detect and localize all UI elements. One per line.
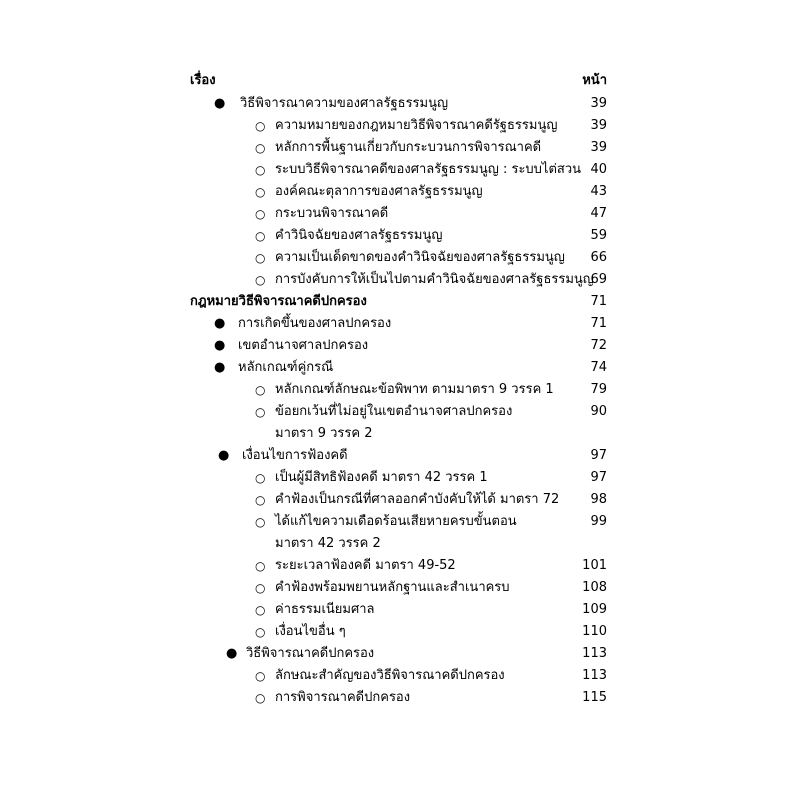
entry-text: ระบบวิธีพิจารณาคดีของศาลรัฐธรรมนูญ : ระบบไต่สวน xyxy=(275,162,582,177)
entry-page: 74 xyxy=(590,360,607,375)
entry-page: 72 xyxy=(590,338,607,353)
toc-entry xyxy=(0,467,800,489)
circle-bullet-icon: ○ xyxy=(255,493,266,507)
entry-page: 101 xyxy=(582,558,607,573)
toc-entry xyxy=(0,93,800,115)
toc-entry xyxy=(0,665,800,687)
entry-text: วิธีพิจารณาความของศาลรัฐธรรมนูญ xyxy=(240,96,449,111)
bullet-icon: ● xyxy=(218,448,230,463)
entry-text: คำวินิจฉัยของศาลรัฐธรรมนูญ xyxy=(275,228,443,243)
toc-entry xyxy=(0,687,800,709)
entry-text: การเกิดขึ้นของศาลปกครอง xyxy=(238,316,392,331)
entry-page: 71 xyxy=(590,294,607,309)
entry-text: ความเป็นเด็ดขาดของคำวินิจฉัยของศาลรัฐธรรมนูญ xyxy=(275,250,565,265)
entry-page: 108 xyxy=(582,580,607,595)
entry-page: 40 xyxy=(590,162,607,177)
entry-page: 39 xyxy=(590,140,607,155)
entry-text: ข้อยกเว้นที่ไม่อยู่ในเขตอำนาจศาลปกครอง xyxy=(275,404,513,419)
toc-entry xyxy=(0,269,800,291)
bullet-icon: ● xyxy=(214,96,226,111)
entry-page: 110 xyxy=(582,624,607,639)
entry-text: ความหมายของกฎหมายวิธีพิจารณาคดีรัฐธรรมนูญ xyxy=(275,118,558,133)
entry-text: ได้แก้ไขความเดือดร้อนเสียหายครบขั้นตอน xyxy=(275,514,517,529)
toc-entry xyxy=(0,247,800,269)
circle-bullet-icon: ○ xyxy=(255,581,266,595)
entry-page: 90 xyxy=(590,404,607,419)
entry-page: 39 xyxy=(590,118,607,133)
circle-bullet-icon: ○ xyxy=(255,669,266,683)
entry-page: 115 xyxy=(582,690,607,705)
entry-text: ลักษณะสำคัญของวิธีพิจารณาคดีปกครอง xyxy=(275,668,505,683)
entry-text: องค์คณะตุลาการของศาลรัฐธรรมนูญ xyxy=(275,184,483,199)
toc-entry xyxy=(0,401,800,423)
toc-entry xyxy=(0,577,800,599)
entry-text: หลักเกณฑ์คู่กรณี xyxy=(238,360,334,375)
toc-entry-continuation xyxy=(0,423,800,445)
entry-page: 69 xyxy=(590,272,607,287)
toc-entry xyxy=(0,621,800,643)
circle-bullet-icon: ○ xyxy=(255,251,266,265)
toc-entry xyxy=(0,159,800,181)
toc-entry xyxy=(0,379,800,401)
toc-entry xyxy=(0,313,800,335)
bullet-icon: ● xyxy=(214,316,226,331)
entry-text: มาตรา 42 วรรค 2 xyxy=(275,536,381,551)
page-column-label: หน้า xyxy=(582,73,607,88)
toc-entry xyxy=(0,511,800,533)
circle-bullet-icon: ○ xyxy=(255,273,266,287)
entry-text: กฎหมายวิธีพิจารณาคดีปกครอง xyxy=(190,294,367,309)
entry-text: เงื่อนไขอื่น ๆ xyxy=(275,624,346,639)
entry-page: 66 xyxy=(590,250,607,265)
entry-page: 43 xyxy=(590,184,607,199)
circle-bullet-icon: ○ xyxy=(255,141,266,155)
entry-page: 109 xyxy=(582,602,607,617)
entry-page: 113 xyxy=(582,646,607,661)
circle-bullet-icon: ○ xyxy=(255,625,266,639)
toc-entry xyxy=(0,555,800,577)
toc-entry xyxy=(0,489,800,511)
toc-entry xyxy=(0,203,800,225)
toc-entry xyxy=(0,643,800,665)
toc-entry xyxy=(0,335,800,357)
entry-page: 59 xyxy=(590,228,607,243)
bullet-icon: ● xyxy=(214,360,226,375)
entry-page: 97 xyxy=(590,448,607,463)
bullet-icon: ● xyxy=(226,646,238,661)
entry-page: 79 xyxy=(590,382,607,397)
toc-entry xyxy=(0,599,800,621)
entry-text: เป็นผู้มีสิทธิฟ้องคดี มาตรา 42 วรรค 1 xyxy=(275,470,488,485)
circle-bullet-icon: ○ xyxy=(255,603,266,617)
circle-bullet-icon: ○ xyxy=(255,405,266,419)
entry-page: 71 xyxy=(590,316,607,331)
entry-text: หลักเกณฑ์ลักษณะข้อพิพาท ตามมาตรา 9 วรรค 1 xyxy=(275,382,554,397)
circle-bullet-icon: ○ xyxy=(255,471,266,485)
entry-text: เขตอำนาจศาลปกครอง xyxy=(238,338,369,353)
toc-section-heading xyxy=(0,291,800,313)
toc-entry-continuation xyxy=(0,533,800,555)
toc-header xyxy=(0,70,800,92)
toc-entry xyxy=(0,115,800,137)
entry-text: คำฟ้องเป็นกรณีที่ศาลออกคำบังคับให้ได้ มาตรา 72 xyxy=(275,492,560,507)
entry-page: 47 xyxy=(590,206,607,221)
toc-entry xyxy=(0,445,800,467)
circle-bullet-icon: ○ xyxy=(255,515,266,529)
entry-page: 99 xyxy=(590,514,607,529)
entry-page: 97 xyxy=(590,470,607,485)
entry-page: 39 xyxy=(590,96,607,111)
entry-page: 98 xyxy=(590,492,607,507)
toc-title: เรื่อง xyxy=(190,73,216,88)
toc-entry xyxy=(0,181,800,203)
circle-bullet-icon: ○ xyxy=(255,559,266,573)
entry-text: วิธีพิจารณาคดีปกครอง xyxy=(246,646,375,661)
circle-bullet-icon: ○ xyxy=(255,383,266,397)
entry-text: ระยะเวลาฟ้องคดี มาตรา 49-52 xyxy=(275,558,456,573)
entry-text: คำฟ้องพร้อมพยานหลักฐานและสำเนาครบ xyxy=(275,580,510,595)
circle-bullet-icon: ○ xyxy=(255,229,266,243)
entry-text: ค่าธรรมเนียมศาล xyxy=(275,602,375,617)
entry-page: 113 xyxy=(582,668,607,683)
entry-text: กระบวนพิจารณาคดี xyxy=(275,206,389,221)
toc-entry xyxy=(0,137,800,159)
entry-text: การบังคับการให้เป็นไปตามคำวินิจฉัยของศาลรัฐธรรมนูญ xyxy=(275,272,594,287)
circle-bullet-icon: ○ xyxy=(255,119,266,133)
circle-bullet-icon: ○ xyxy=(255,691,266,705)
entry-text: การพิจารณาคดีปกครอง xyxy=(275,690,411,705)
circle-bullet-icon: ○ xyxy=(255,163,266,177)
entry-text: มาตรา 9 วรรค 2 xyxy=(275,426,373,441)
circle-bullet-icon: ○ xyxy=(255,207,266,221)
bullet-icon: ● xyxy=(214,338,226,353)
entry-text: เงื่อนไขการฟ้องคดี xyxy=(242,448,348,463)
circle-bullet-icon: ○ xyxy=(255,185,266,199)
toc-entry xyxy=(0,357,800,379)
entry-text: หลักการพื้นฐานเกี่ยวกับกระบวนการพิจารณาคดี xyxy=(275,140,542,155)
toc-entry xyxy=(0,225,800,247)
